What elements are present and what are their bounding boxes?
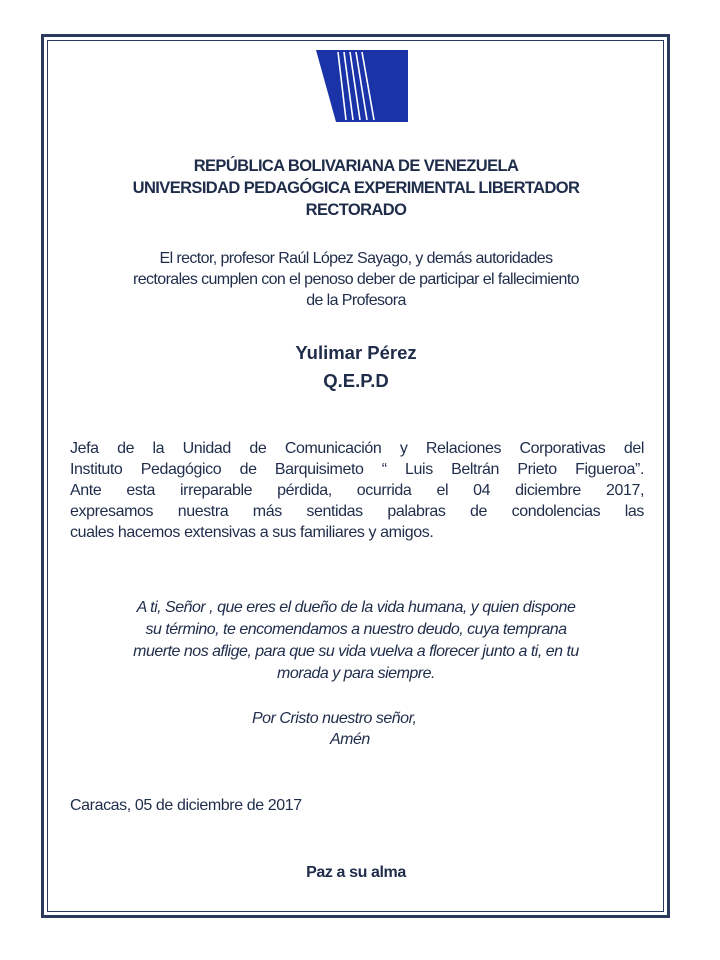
paragraph-line: expresamos nuestra más sentidas palabras de condolencias las bbox=[70, 503, 644, 520]
prayer-closing bbox=[252, 708, 552, 750]
intro-line: rectorales cumplen con el penoso deber de participar el fallecimiento bbox=[133, 271, 579, 288]
intro-line: de la Profesora bbox=[306, 292, 406, 309]
amen-line: Amén bbox=[330, 731, 370, 748]
condolence-paragraph bbox=[70, 438, 644, 543]
institution-header bbox=[60, 155, 652, 221]
header-country: REPÚBLICA BOLIVARIANA DE VENEZUELA bbox=[193, 157, 519, 175]
paragraph-line: Instituto Pedagógico de Barquisimeto “ Luis Beltrán Prieto Figueroa”. bbox=[70, 461, 644, 478]
qepd-label: Q.E.P.D bbox=[323, 370, 389, 391]
farewell-text: Paz a su alma bbox=[306, 864, 406, 881]
prayer-text bbox=[60, 597, 652, 685]
closing-line: Por Cristo nuestro señor, bbox=[252, 710, 417, 727]
university-logo bbox=[316, 50, 408, 122]
prayer-line: morada y para siempre. bbox=[277, 665, 435, 682]
paragraph-line: Ante esta irreparable pérdida, ocurrida el 04 diciembre 2017, bbox=[70, 482, 644, 499]
prayer-line: A ti, Señor , que eres el dueño de la vida humana, y quien dispone bbox=[136, 599, 576, 616]
deceased-name: Yulimar Pérez bbox=[295, 342, 417, 363]
place-and-date: Caracas, 05 de diciembre de 2017 bbox=[70, 797, 302, 814]
paragraph-line: cuales hacemos extensivas a sus familiares y amigos. bbox=[70, 524, 434, 541]
intro-line: El rector, profesor Raúl López Sayago, y demás autoridades bbox=[159, 250, 553, 267]
deceased-block bbox=[60, 339, 652, 395]
header-university: UNIVERSIDAD PEDAGÓGICA EXPERIMENTAL LIBERTADOR bbox=[132, 179, 580, 197]
header-office: RECTORADO bbox=[305, 201, 407, 219]
prayer-line: su término, te encomendamos a nuestro deudo, cuya temprana bbox=[145, 621, 567, 638]
announcement-intro bbox=[60, 248, 652, 311]
prayer-line: muerte nos aflige, para que su vida vuelva a florecer junto a ti, en tu bbox=[133, 643, 579, 660]
paragraph-line: Jefa de la Unidad de Comunicación y Relaciones Corporativas del bbox=[70, 440, 644, 457]
